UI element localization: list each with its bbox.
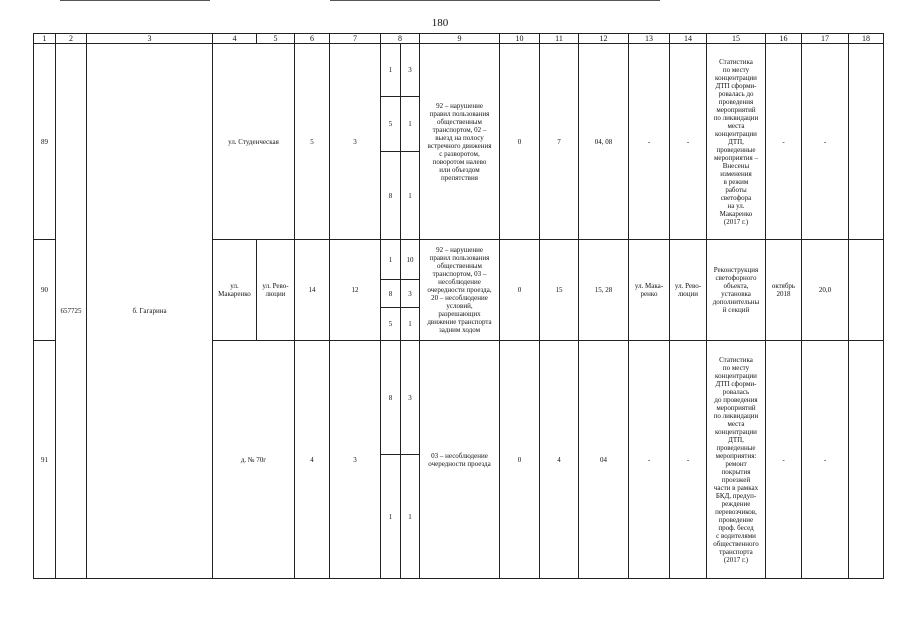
sub-a: 8 <box>381 280 401 308</box>
col-16: октябрь 2018 <box>766 240 802 341</box>
col-14: ул. Рево- люции <box>670 240 707 341</box>
measures-description: Статистика по месту концентрации ДТП сформи- ровалась до проведения мероприятий по ликвидации места концентрации ДТП, проведенные мероприятия: ремонт покрытия проезжей части в рамках БКД, предуп- реждение перевозчиков, проведение проф. бесед с водителями общественного транспорта (2017 г.) <box>707 341 766 579</box>
header-cell: 14 <box>670 34 707 44</box>
violation-description: 92 – нарушение правил пользования общественным транспортом, 03 – несоблюдение очередности проезда, 20 – несоблюдение условий, разрешающих движение транспорта задним ходом <box>420 240 500 341</box>
col-12: 04, 08 <box>579 44 629 240</box>
accidents-count: 14 <box>295 240 330 341</box>
top-rule-left <box>60 0 210 1</box>
header-row <box>34 34 884 44</box>
sub-a: 5 <box>381 97 401 152</box>
location: д. № 70г <box>213 341 295 579</box>
violation-description: 03 – несоблюдение очередности проезда <box>420 341 500 579</box>
col-11: 15 <box>540 240 579 341</box>
violation-description: 92 – нарушение правил пользования общественным транспортом, 02 – выезд на полосу встречного движения с разворотом, поворотом налево или объездом препятствия <box>420 44 500 240</box>
sub-b: 1 <box>401 308 420 341</box>
header-cell: 18 <box>849 34 884 44</box>
row-number: 89 <box>34 44 56 240</box>
sub-b: 1 <box>401 97 420 152</box>
col-11: 4 <box>540 341 579 579</box>
col-16: - <box>766 44 802 240</box>
location: ул. Студенческая <box>213 44 295 240</box>
sub-a: 1 <box>381 240 401 280</box>
sub-b: 1 <box>401 152 420 240</box>
header-cell: 2 <box>56 34 87 44</box>
header-cell: 5 <box>257 34 295 44</box>
col-11: 7 <box>540 44 579 240</box>
measures-description: Реконструкция светофорного объекта, установка дополнительны й секций <box>707 240 766 341</box>
sub-a: 5 <box>381 308 401 341</box>
sub-b: 3 <box>401 341 420 455</box>
col-13: ул. Мака- ренко <box>629 240 670 341</box>
table-row-89 <box>34 44 884 97</box>
accidents-count: 5 <box>295 44 330 240</box>
injured-count: 12 <box>330 240 381 341</box>
header-cell: 7 <box>330 34 381 44</box>
accidents-count: 4 <box>295 341 330 579</box>
header-cell: 13 <box>629 34 670 44</box>
injured-count: 3 <box>330 44 381 240</box>
header-cell: 12 <box>579 34 629 44</box>
cross-street: ул. Рево- люции <box>257 240 295 341</box>
col-13: - <box>629 341 670 579</box>
sub-a: 8 <box>381 152 401 240</box>
location: ул. Макаренко <box>213 240 257 341</box>
header-cell: 8 <box>381 34 420 44</box>
header-cell: 10 <box>500 34 540 44</box>
top-rule-right <box>330 0 660 1</box>
col-18 <box>849 44 884 240</box>
header-cell: 6 <box>295 34 330 44</box>
col-12: 15, 28 <box>579 240 629 341</box>
injured-count: 3 <box>330 341 381 579</box>
header-cell: 15 <box>707 34 766 44</box>
col-16: - <box>766 341 802 579</box>
col-12: 04 <box>579 341 629 579</box>
sub-a: 1 <box>381 455 401 579</box>
col-18 <box>849 341 884 579</box>
col-17: - <box>802 341 849 579</box>
row-number: 90 <box>34 240 56 341</box>
col-17: - <box>802 44 849 240</box>
col-17: 20,0 <box>802 240 849 341</box>
col-13: - <box>629 44 670 240</box>
sub-b: 3 <box>401 44 420 97</box>
sub-b: 3 <box>401 280 420 308</box>
shared-street: б. Гагарина <box>87 44 213 579</box>
measures-description: Статистика по месту концентрации ДТП сформи- ровалась до проведения мероприятий по ликвидации места концентрации ДТП, проведенные мероприятия – Внесены изменения в режим работы светофора на ул. Макаренко (2017 г.) <box>707 44 766 240</box>
col-18 <box>849 240 884 341</box>
sub-b: 10 <box>401 240 420 280</box>
col-10: 0 <box>500 240 540 341</box>
sub-b: 1 <box>401 455 420 579</box>
col-10: 0 <box>500 44 540 240</box>
page-number: 180 <box>431 17 449 29</box>
row-number: 91 <box>34 341 56 579</box>
shared-code: 657725 <box>56 44 87 579</box>
sub-a: 8 <box>381 341 401 455</box>
col-10: 0 <box>500 341 540 579</box>
header-cell: 16 <box>766 34 802 44</box>
header-cell: 11 <box>540 34 579 44</box>
header-cell: 3 <box>87 34 213 44</box>
header-cell: 17 <box>802 34 849 44</box>
sub-a: 1 <box>381 44 401 97</box>
header-cell: 9 <box>420 34 500 44</box>
header-cell: 4 <box>213 34 257 44</box>
header-cell: 1 <box>34 34 56 44</box>
accident-table <box>33 33 884 579</box>
col-14: - <box>670 341 707 579</box>
col-14: - <box>670 44 707 240</box>
